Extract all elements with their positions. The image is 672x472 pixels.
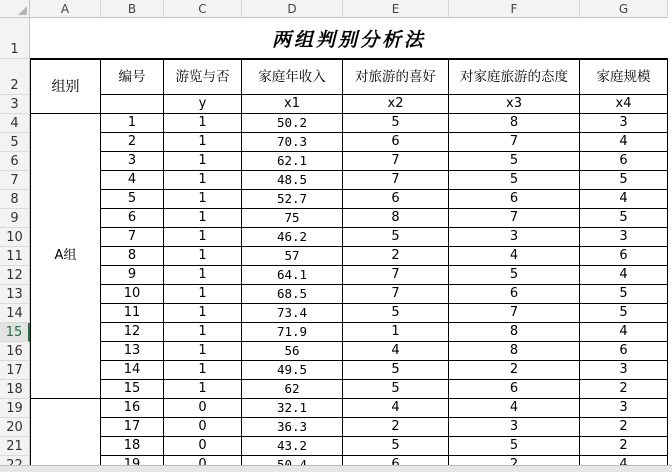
data-cell[interactable]: 1 xyxy=(164,304,242,323)
data-cell[interactable]: 11 xyxy=(101,304,164,323)
data-cell[interactable]: 1 xyxy=(164,190,242,209)
data-cell[interactable]: 2 xyxy=(343,418,449,437)
data-cell[interactable]: 5 xyxy=(449,437,580,456)
data-cell[interactable]: 52.7 xyxy=(242,190,343,209)
data-cell[interactable]: 7 xyxy=(449,209,580,228)
data-cell[interactable]: 5 xyxy=(343,114,449,133)
column-header-f[interactable]: F xyxy=(449,0,580,18)
row-header-19[interactable]: 19 xyxy=(0,399,30,418)
data-cell[interactable]: 5 xyxy=(343,361,449,380)
data-cell[interactable]: 48.5 xyxy=(242,171,343,190)
data-cell[interactable]: 71.9 xyxy=(242,323,343,342)
data-cell[interactable]: 3 xyxy=(449,418,580,437)
data-cell[interactable]: 1 xyxy=(164,114,242,133)
group-b-cell[interactable] xyxy=(30,399,101,472)
data-cell[interactable]: 1 xyxy=(164,152,242,171)
variable-cell[interactable]: x2 xyxy=(343,95,449,114)
row-header-3[interactable]: 3 xyxy=(0,95,30,114)
data-cell[interactable]: 7 xyxy=(449,304,580,323)
data-cell[interactable]: 4 xyxy=(343,342,449,361)
column-header-b[interactable]: B xyxy=(101,0,164,18)
data-cell[interactable]: 1 xyxy=(164,323,242,342)
data-cell[interactable]: 5 xyxy=(343,304,449,323)
row-header-10[interactable]: 10 xyxy=(0,228,30,247)
data-cell[interactable]: 10 xyxy=(101,285,164,304)
data-cell[interactable]: 6 xyxy=(580,342,668,361)
row-header-21[interactable]: 21 xyxy=(0,437,30,456)
row-header-14[interactable]: 14 xyxy=(0,304,30,323)
group-header-cell[interactable]: 组别 xyxy=(30,59,101,114)
data-cell[interactable]: 3 xyxy=(449,228,580,247)
row-header-5[interactable]: 5 xyxy=(0,133,30,152)
data-cell[interactable]: 16 xyxy=(101,399,164,418)
data-cell[interactable]: 6 xyxy=(449,285,580,304)
data-cell[interactable]: 3 xyxy=(580,228,668,247)
data-cell[interactable]: 5 xyxy=(580,304,668,323)
data-cell[interactable]: 8 xyxy=(449,114,580,133)
header-cell[interactable]: 对旅游的喜好 xyxy=(343,59,449,95)
data-cell[interactable]: 4 xyxy=(580,133,668,152)
row-header-20[interactable]: 20 xyxy=(0,418,30,437)
row-header-2[interactable]: 2 xyxy=(0,59,30,95)
data-cell[interactable]: 7 xyxy=(343,285,449,304)
data-cell[interactable]: 46.2 xyxy=(242,228,343,247)
row-header-13[interactable]: 13 xyxy=(0,285,30,304)
data-cell[interactable]: 6 xyxy=(343,190,449,209)
header-cell[interactable]: 编号 xyxy=(101,59,164,95)
data-cell[interactable]: 7 xyxy=(449,133,580,152)
data-cell[interactable]: 0 xyxy=(164,437,242,456)
data-cell[interactable]: 1 xyxy=(164,228,242,247)
data-cell[interactable]: 4 xyxy=(101,171,164,190)
row-header-17[interactable]: 17 xyxy=(0,361,30,380)
data-cell[interactable]: 13 xyxy=(101,342,164,361)
data-cell[interactable]: 1 xyxy=(343,323,449,342)
variable-cell[interactable]: x3 xyxy=(449,95,580,114)
data-cell[interactable]: 3 xyxy=(580,361,668,380)
data-cell[interactable]: 73.4 xyxy=(242,304,343,323)
data-cell[interactable]: 2 xyxy=(580,380,668,399)
data-cell[interactable]: 1 xyxy=(164,247,242,266)
data-cell[interactable]: 4 xyxy=(580,190,668,209)
data-cell[interactable]: 57 xyxy=(242,247,343,266)
data-cell[interactable]: 8 xyxy=(449,342,580,361)
data-cell[interactable]: 62.1 xyxy=(242,152,343,171)
column-header-c[interactable]: C xyxy=(164,0,242,18)
data-cell[interactable]: 5 xyxy=(343,437,449,456)
data-cell[interactable]: 7 xyxy=(101,228,164,247)
data-cell[interactable]: 4 xyxy=(449,399,580,418)
row-header-11[interactable]: 11 xyxy=(0,247,30,266)
data-cell[interactable]: 7 xyxy=(343,152,449,171)
data-cell[interactable]: 36.3 xyxy=(242,418,343,437)
row-header-8[interactable]: 8 xyxy=(0,190,30,209)
row-header-18[interactable]: 18 xyxy=(0,380,30,399)
data-cell[interactable]: 1 xyxy=(164,209,242,228)
data-cell[interactable]: 0 xyxy=(164,418,242,437)
row-header-16[interactable]: 16 xyxy=(0,342,30,361)
column-header-g[interactable]: G xyxy=(580,0,668,18)
data-cell[interactable]: 5 xyxy=(343,380,449,399)
data-cell[interactable]: 5 xyxy=(449,171,580,190)
data-cell[interactable]: 62 xyxy=(242,380,343,399)
data-cell[interactable]: 5 xyxy=(580,171,668,190)
data-cell[interactable]: 6 xyxy=(449,190,580,209)
data-cell[interactable]: 32.1 xyxy=(242,399,343,418)
data-cell[interactable]: 2 xyxy=(449,361,580,380)
group-a-cell[interactable]: A组 xyxy=(30,114,101,399)
data-cell[interactable]: 4 xyxy=(449,247,580,266)
header-cell[interactable]: 家庭规模 xyxy=(580,59,668,95)
header-cell[interactable]: 家庭年收入 xyxy=(242,59,343,95)
data-cell[interactable]: 1 xyxy=(164,266,242,285)
data-cell[interactable]: 2 xyxy=(580,418,668,437)
data-cell[interactable]: 4 xyxy=(580,323,668,342)
data-cell[interactable]: 0 xyxy=(164,399,242,418)
data-cell[interactable]: 8 xyxy=(343,209,449,228)
data-cell[interactable]: 1 xyxy=(164,133,242,152)
data-cell[interactable]: 70.3 xyxy=(242,133,343,152)
data-cell[interactable]: 1 xyxy=(164,285,242,304)
data-cell[interactable]: 5 xyxy=(580,209,668,228)
data-cell[interactable]: 8 xyxy=(101,247,164,266)
data-cell[interactable]: 1 xyxy=(164,380,242,399)
row-header-7[interactable]: 7 xyxy=(0,171,30,190)
data-cell[interactable]: 1 xyxy=(164,171,242,190)
data-cell[interactable]: 3 xyxy=(580,399,668,418)
row-header-1[interactable]: 1 xyxy=(0,18,30,59)
data-cell[interactable]: 6 xyxy=(580,152,668,171)
data-cell[interactable]: 1 xyxy=(164,342,242,361)
data-cell[interactable]: 3 xyxy=(580,114,668,133)
data-cell[interactable]: 15 xyxy=(101,380,164,399)
variable-cell[interactable]: x4 xyxy=(580,95,668,114)
row-header-9[interactable]: 9 xyxy=(0,209,30,228)
data-cell[interactable]: 43.2 xyxy=(242,437,343,456)
data-cell[interactable]: 56 xyxy=(242,342,343,361)
data-cell[interactable]: 4 xyxy=(580,266,668,285)
header-cell[interactable]: 对家庭旅游的态度 xyxy=(449,59,580,95)
data-cell[interactable]: 6 xyxy=(343,133,449,152)
data-cell[interactable]: 17 xyxy=(101,418,164,437)
row-header-6[interactable]: 6 xyxy=(0,152,30,171)
row-header-4[interactable]: 4 xyxy=(0,114,30,133)
data-cell[interactable]: 14 xyxy=(101,361,164,380)
row-header-12[interactable]: 12 xyxy=(0,266,30,285)
select-all-corner[interactable] xyxy=(0,0,30,18)
row-header-15[interactable]: 15 xyxy=(0,323,30,342)
data-cell[interactable]: 1 xyxy=(164,361,242,380)
data-cell[interactable]: 6 xyxy=(580,247,668,266)
data-cell[interactable]: 7 xyxy=(343,266,449,285)
column-header-a[interactable]: A xyxy=(30,0,101,18)
data-cell[interactable]: 64.1 xyxy=(242,266,343,285)
data-cell[interactable]: 9 xyxy=(101,266,164,285)
data-cell[interactable]: 5 xyxy=(580,285,668,304)
data-cell[interactable]: 2 xyxy=(580,437,668,456)
data-cell[interactable]: 12 xyxy=(101,323,164,342)
data-cell[interactable]: 5 xyxy=(343,228,449,247)
data-cell[interactable]: 1 xyxy=(101,114,164,133)
sheet-title[interactable]: 两组判别分析法 xyxy=(30,18,668,59)
variable-cell[interactable]: y xyxy=(164,95,242,114)
column-header-e[interactable]: E xyxy=(343,0,449,18)
sheet-tab-bar[interactable] xyxy=(0,465,672,472)
data-cell[interactable]: 5 xyxy=(449,152,580,171)
variable-cell[interactable]: x1 xyxy=(242,95,343,114)
data-cell[interactable]: 2 xyxy=(343,247,449,266)
data-cell[interactable]: 3 xyxy=(101,152,164,171)
data-cell[interactable]: 18 xyxy=(101,437,164,456)
data-cell[interactable]: 75 xyxy=(242,209,343,228)
data-cell[interactable]: 6 xyxy=(449,380,580,399)
data-cell[interactable]: 5 xyxy=(101,190,164,209)
data-cell[interactable]: 4 xyxy=(343,399,449,418)
data-cell[interactable]: 5 xyxy=(449,266,580,285)
variable-cell[interactable] xyxy=(101,95,164,114)
data-cell[interactable]: 68.5 xyxy=(242,285,343,304)
data-cell[interactable]: 50.2 xyxy=(242,114,343,133)
header-cell[interactable]: 游览与否 xyxy=(164,59,242,95)
data-cell[interactable]: 2 xyxy=(101,133,164,152)
data-cell[interactable]: 7 xyxy=(343,171,449,190)
data-cell[interactable]: 8 xyxy=(449,323,580,342)
data-cell[interactable]: 49.5 xyxy=(242,361,343,380)
data-cell[interactable]: 6 xyxy=(101,209,164,228)
column-header-d[interactable]: D xyxy=(242,0,343,18)
